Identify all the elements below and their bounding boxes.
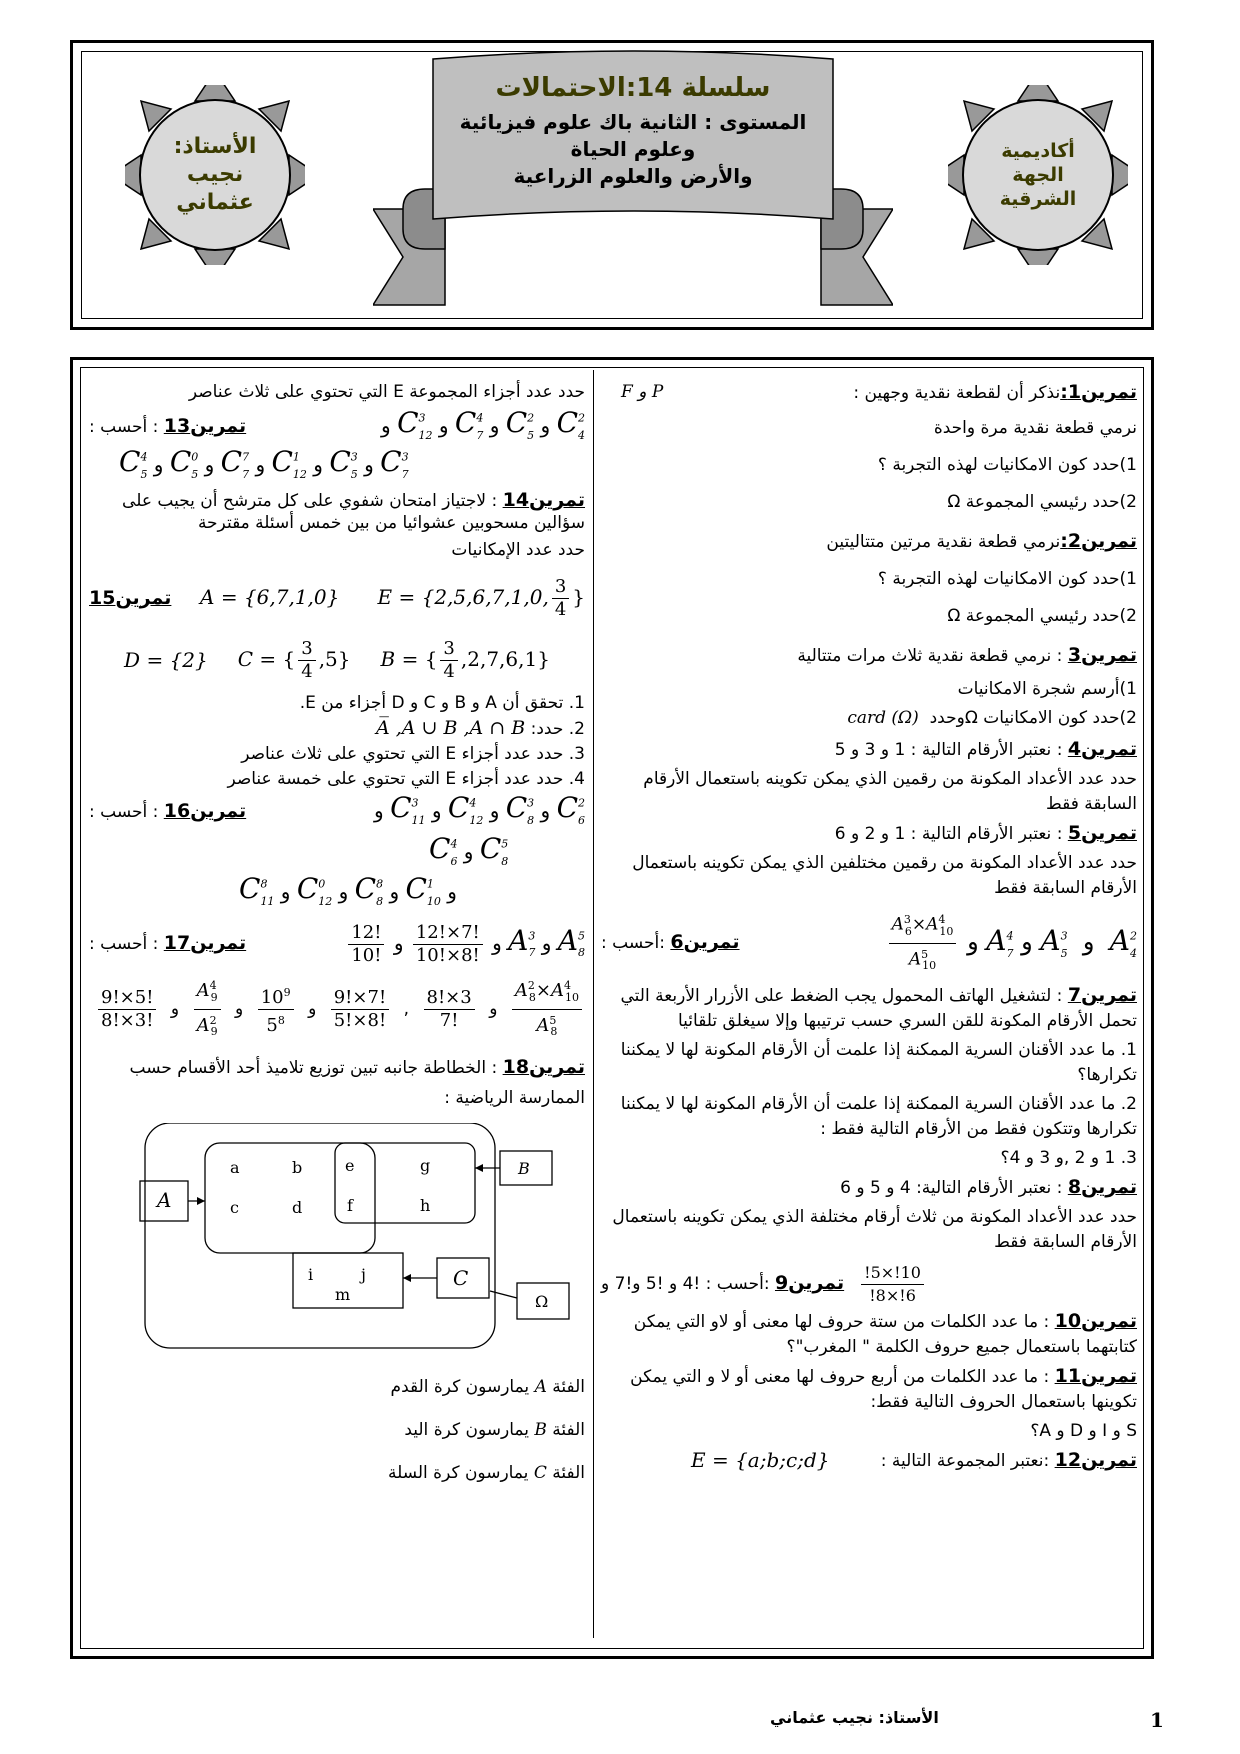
exercise-2 <box>601 529 1137 555</box>
diagram-label-A: A <box>157 1188 172 1212</box>
exercise-16 <box>89 792 585 832</box>
ex7-item3: 3. 1 و 2 ,و 3 و 4؟ <box>1000 1148 1137 1168</box>
left-column <box>89 380 585 1490</box>
elem-f: f <box>347 1196 353 1215</box>
exercise-15 <box>89 567 585 629</box>
ex10-label: تمرين10 <box>1054 1310 1137 1332</box>
exercise-12 <box>601 1448 1137 1474</box>
legend-prefix: الفئة <box>552 1420 585 1440</box>
exercise-14 <box>89 489 585 534</box>
ex2-q2: 2)حدد رئيسي المجموعة Ω <box>947 606 1137 626</box>
title-banner <box>373 49 893 319</box>
exercise-13 <box>89 406 585 445</box>
ex5-label: تمرين5 <box>1067 822 1137 844</box>
ex10-text: : ما عدد الكلمات من ستة حروف لها معنى أو لاو التي يمكن كتابتهما باستعمال جميع حروف الكلمة " المغرب"؟ <box>633 1312 1137 1357</box>
ex14-label: تمرين14 <box>502 489 585 511</box>
right-column <box>601 380 1137 1478</box>
exercise-17 <box>89 914 585 974</box>
set-B-region <box>335 1143 475 1223</box>
ex16-math-row1: و $C^3_{11}$ و $C^4_{12}$ و $C^3_8$ و $C^2_6$ <box>374 791 585 827</box>
ex5-text: : نعتبر الأرقام التالية : 1 و 2 و 6 <box>834 824 1068 844</box>
elem-i: i <box>308 1265 314 1284</box>
ex3-q1: 1)أرسم شجرة الامكانيات <box>957 679 1137 699</box>
ex7-item1: 1. ما عدد الأقنان السرية الممكنة إذا علمت أن الأرقام المكونة لها لا يمكننا تكرارها؟ <box>620 1040 1137 1085</box>
elem-e: e <box>345 1156 355 1175</box>
academy-line-1: أكاديمية <box>1001 140 1075 162</box>
set-parts-line: حدد عدد أجزاء المجموعة E التي تحتوي على ثلاث عناصر <box>188 382 585 402</box>
ex3-card: card (Ω) <box>847 708 919 728</box>
ex13-label: تمرين13 <box>163 415 247 437</box>
ex3-label: تمرين3 <box>1067 644 1137 666</box>
ex1-text: نذكر أن لقطعة نقدية وجهين : <box>853 383 1061 403</box>
legend-text: يمارسون كرة السلة <box>387 1463 529 1483</box>
ex2-q1: 1)حدد كون الامكانيات لهذه التجربة ؟ <box>877 569 1137 589</box>
ex15-set-B-tail: ,2,7,6,1} <box>460 646 550 671</box>
ex18-text: : الخطاطة جانبه تبين توزيع تلاميذ أحد الأقسام حسب الممارسة الرياضية : <box>129 1058 585 1108</box>
ex9-label: تمرين9 <box>774 1272 845 1294</box>
column-divider <box>593 370 594 1638</box>
teacher-badge <box>125 85 305 265</box>
academy-line-2: الجهة <box>1012 164 1064 186</box>
ex7-item2: 2. ما عدد الأقنان السرية الممكنة إذا علمت أن الأرقام المكونة لها لا يمكننا تكرارها وتتكون فقط من الأرقام التالية فقط : <box>620 1094 1137 1139</box>
ex1-vars: F و P <box>621 382 664 402</box>
exercise-9 <box>601 1259 1137 1309</box>
page-number: 1 <box>1150 1708 1164 1732</box>
ex14-text: : لاجتياز امتحان شفوي على كل مترشح أن يجيب على سؤالين مسحوبين عشوائيا من بين خمس أسئلة مقترحة <box>122 491 585 533</box>
ex16-math-row2: $C^4_6$ و $C^5_8$ <box>429 832 509 868</box>
teacher-line-2: نجيب <box>186 162 244 187</box>
ex1-q2: 2)حدد رئيسي المجموعة Ω <box>947 492 1137 512</box>
ex8-label: تمرين8 <box>1067 1176 1137 1198</box>
teacher-line-3: عثماني <box>176 190 254 215</box>
exercise-8 <box>601 1175 1137 1201</box>
exercise-6 <box>601 909 1137 977</box>
ex15-sets-row1: A = {6,7,1,0} E = {2,5,6,7,1,0, $\frac{3}{4}$ } <box>200 575 585 620</box>
ex13-text: : أحسب : <box>89 417 164 437</box>
exercise-11 <box>601 1364 1137 1415</box>
ex13-math-row1: و $C^3_{12}$ و $C^4_7$ و $C^2_5$ و $C^2_4$ <box>381 406 585 442</box>
exercise-4 <box>601 737 1137 763</box>
ex7-label: تمرين7 <box>1067 984 1137 1006</box>
elem-h: h <box>420 1196 431 1215</box>
ex6-math: $\frac{A^3_6\times A^4_{10}}{A^5_{10}}$ و $A^4_7$ و $A^3_5$ و $A^2_4$ <box>886 909 1137 976</box>
ex3-q2: 2)حدد كون الامكانيات Ωوحدد <box>929 708 1137 728</box>
diagram-label-omega: Ω <box>535 1292 549 1311</box>
ex4-text: : نعتبر الأرقام التالية : 1 و 3 و 5 <box>834 740 1068 760</box>
ex1-q1: 1)حدد كون الامكانيات لهذه التجربة ؟ <box>877 455 1137 475</box>
ex17-text: : أحسب : <box>89 934 164 954</box>
ex15-item2-text: 2. حدد: <box>530 719 585 739</box>
ex15-sets-row2: D = {2} C = { $\frac{3}{4}$ ,5} B = { $\frac{3}{4}$ ,2,7,6,1} <box>124 637 550 682</box>
teacher-line-1: الأستاذ: <box>173 134 257 159</box>
ex6-label: تمرين6 <box>670 931 740 953</box>
exercise-18 <box>89 1052 585 1113</box>
arrow-omega <box>490 1291 517 1298</box>
ex5-line2: حدد عدد الأعداد المكونة من رقمين مختلفين الذي يمكن تكوينه باستعمال الأرقام السابقة فقط <box>632 853 1137 898</box>
elem-c: c <box>230 1198 239 1217</box>
academy-line-3: الشرقية <box>999 188 1077 210</box>
legend-item-B <box>89 1418 585 1443</box>
legend-text: يمارسون كرة القدم <box>390 1377 530 1397</box>
ex17-math-row2: $\frac{9!\times 5!}{8!\times 3!}$ و $\frac{A^4_9}{A^2_9}$ و $\frac{10^9}{5^8}$ و $\frac{9!\times 7!}{5!\times 8!}$ , $\frac{8!\times 3}{7!}$ و $\frac{A^2_8\times A^4_{10}}{A^5_8}$ <box>95 974 585 1044</box>
ex12-set: E = {a;b;c;d} <box>691 1448 830 1472</box>
legend-set: B <box>534 1420 547 1440</box>
ex17-math-row1: $\frac{12!}{10!}$ و $\frac{12!\times 7!}{10!\times 8!}$ و $A^3_7$ و $A^5_8$ <box>345 922 585 967</box>
ex8-text: : نعتبر الأرقام التالية: 4 و 5 و 6 <box>840 1178 1068 1198</box>
ex15-item3: 3. حدد عدد أجزاء E التي تحتوي على ثلاث عناصر <box>241 744 585 764</box>
ex16-text: : أحسب : <box>89 802 164 822</box>
omega-universe-box <box>145 1123 495 1348</box>
elem-m: m <box>335 1285 351 1304</box>
ex2-text: نرمي قطعة نقدية مرتين متتاليتين <box>826 532 1061 552</box>
ex15-set-C: C = <box>237 646 277 671</box>
ex15-item2 <box>89 716 585 742</box>
legend-text: يمارسون كرة اليد <box>404 1420 529 1440</box>
ex8-line2: حدد عدد الأعداد المكونة من ثلاث أرقام مختلفة الذي يمكن تكوينه باستعمال الأرقام السابقة فقط <box>612 1207 1137 1252</box>
legend-item-C <box>89 1461 585 1486</box>
exercise-5 <box>601 821 1137 847</box>
ex11-text: : ما عدد الكلمات من أربع حروف لها معنى أو لا و التي يمكن تكوينها باستعمال الحروف التالية فقط: <box>630 1367 1137 1412</box>
ex6-text: :أحسب : <box>601 933 671 953</box>
legend-prefix: الفئة <box>552 1377 585 1397</box>
ex16-math-row3: $C^8_{11}$ و $C^0_{12}$ و $C^8_8$ و $C^1_{10}$ و <box>239 872 457 908</box>
ex11-label: تمرين11 <box>1054 1365 1137 1387</box>
ex9-fraction: $\frac{10!\times 5!}{6!\times 8!}$ <box>861 1262 924 1307</box>
ex18-label: تمرين18 <box>502 1056 585 1078</box>
legend-set: A <box>534 1377 547 1397</box>
exercise-7 <box>601 983 1137 1034</box>
legend-set: C <box>533 1463 547 1483</box>
ex15-label: تمرين15 <box>89 586 172 609</box>
ex4-label: تمرين4 <box>1067 738 1137 760</box>
ex7-text: : لتشغيل الهاتف المحمول يجب الضغط على الأزرار الأربعة التي تحمل الأرقام المكونة للقن السري حسب ترتيبها وإلا سيغلق تلقائيا <box>620 986 1137 1031</box>
ex15-item2-math: A̅ ,A ∪ B ,A ∩ B <box>375 717 526 739</box>
ex15-item1: 1. تحقق أن A و B و C و D أجزاء من E. <box>299 693 585 713</box>
ex15-set-A: A = {6,7,1,0} <box>200 584 340 609</box>
level-line-1: المستوى : الثانية باك علوم فيزيائية وعلوم الحياة <box>459 110 807 161</box>
ex15-set-B: B = <box>380 646 419 671</box>
ex12-text: :نعتبر المجموعة التالية : <box>880 1451 1055 1471</box>
series-title: سلسلة 14:الاحتمالات <box>495 73 771 103</box>
ex1-line2: نرمي قطعة نقدية مرة واحدة <box>933 418 1137 438</box>
elem-a: a <box>230 1158 240 1177</box>
diagram-label-B: B <box>518 1159 530 1178</box>
legend-list <box>89 1375 585 1486</box>
elem-b: b <box>292 1158 303 1177</box>
ex13-math-row2: $C^4_5$ و $C^0_5$ و $C^7_7$ و $C^1_{12}$ و $C^3_5$ و $C^3_7$ <box>119 445 409 481</box>
ex16-label: تمرين16 <box>163 800 247 822</box>
ex3-q2-line <box>601 706 1137 731</box>
ex1-label: تمرين1: <box>1060 381 1137 403</box>
ex9-text: :أحسب : !4 و !5 و!7 و <box>601 1274 775 1294</box>
diagram-label-C: C <box>453 1266 469 1290</box>
page-footer <box>0 1708 1240 1738</box>
header-frame <box>70 40 1154 330</box>
ex15-set-E: E = {2,5,6,7,1,0, <box>377 584 549 609</box>
exercise-10 <box>601 1309 1137 1360</box>
elem-g: g <box>420 1156 431 1175</box>
level-line-2: والأرض والعلوم الزراعية <box>513 164 753 188</box>
elem-d: d <box>292 1198 303 1217</box>
venn-diagram <box>125 1123 585 1353</box>
ex12-label: تمرين12 <box>1054 1449 1137 1471</box>
footer-author: الأستاذ: نجيب عثماني <box>770 1708 939 1727</box>
content-frame <box>70 357 1154 1659</box>
ex11-line2: S و I و D و A؟ <box>1030 1421 1137 1441</box>
legend-prefix: الفئة <box>552 1463 585 1483</box>
ex3-text: : نرمي قطعة نقدية ثلاث مرات متتالية <box>797 646 1068 666</box>
elem-j: j <box>361 1265 366 1284</box>
ex17-label: تمرين17 <box>163 932 247 954</box>
ex14-line2: حدد عدد الإمكانيات <box>451 540 585 560</box>
academy-badge <box>948 85 1128 265</box>
ex15-item4: 4. حدد عدد أجزاء E التي تحتوي على خمسة عناصر <box>227 769 585 789</box>
ex2-label: تمرين2: <box>1060 530 1137 552</box>
legend-item-A <box>89 1375 585 1400</box>
ex15-set-D: D = {2} <box>124 647 208 672</box>
exercise-1 <box>601 380 1137 406</box>
ex4-line2: حدد عدد الأعداد المكونة من رقمين الذي يمكن تكوينه باستعمال الأرقام السابقة فقط <box>643 769 1137 814</box>
exercise-3 <box>601 643 1137 669</box>
